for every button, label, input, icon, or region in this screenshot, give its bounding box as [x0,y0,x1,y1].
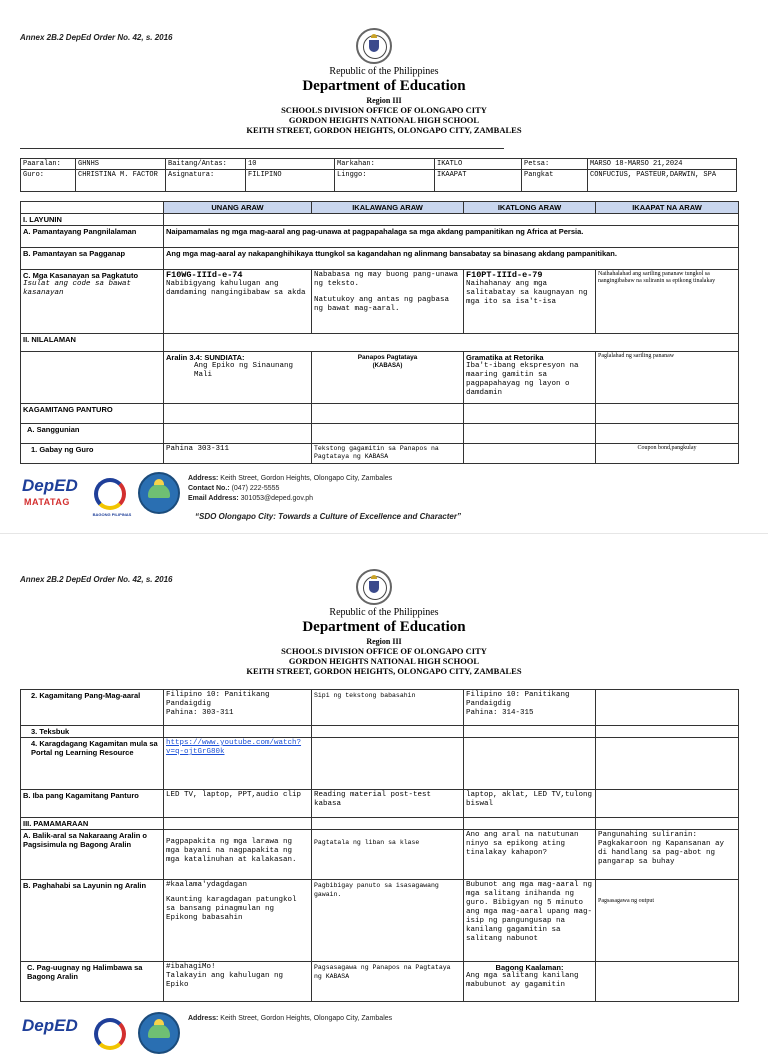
footer-email: 301053@deped.gov.ph [240,495,314,502]
nilalaman-label-blank [21,352,164,404]
km-day1: Filipino 10: Panitikang Pandaigdig Pahina: 303-311 [164,690,312,726]
km-day4 [596,690,739,726]
day-header-1: UNANG ARAW [164,202,312,214]
letterhead-2 [0,607,768,676]
nilalaman-day2 [312,352,464,404]
bagong-pilipinas-logo-2 [90,1014,130,1054]
address-line: KEITH STREET, GORDON HEIGHTS, OLONGAPO CITY, ZAMBALES [246,125,522,135]
k4-text: Naihahalahad ang sariling pananaw tungkol sa nangingibabaw na suliranin sa epikong tinalakay [596,270,739,334]
markahan-value: IKATLO [435,159,522,170]
kasanayan-cell [21,270,164,334]
sanggunian-label: A. Sanggunian [21,424,164,444]
gabay-day1: Pahina 303-311 [164,444,312,464]
footer-contact: Address: Keith Street, Gordon Heights, Olongapo City, Zambales Contact No.: (047) 222-5555 Email Address: 301053@deped.gov.ph [188,475,393,502]
kr-2 [312,738,464,790]
km-day2: Sipi ng tekstong babasahin [312,690,464,726]
paghahabi-day4: Pagsasagawa ng output [596,880,739,962]
republic-line-2: Republic of the Philippines [329,607,439,618]
guro-value: CHRISTINA M. FACTOR [76,170,166,192]
paghahabi-label: B. Paghahabi sa Layunin ng Aralin [21,880,164,962]
pag-3b: Ang mga salitang kanilang mabubunot ay gagamitin [466,972,579,989]
km-label: 2. Kagamitang Pang-Mag-aaral [21,690,164,726]
pag-day3 [464,962,596,1002]
day-header-4: IKAAPAT NA ARAW [596,202,739,214]
region-line: Region III [366,96,402,105]
letterhead [0,66,768,135]
dll-table-page2 [20,689,739,1002]
n2-title: Panapos Pagtataya [357,354,418,361]
paghahabi-day3: Bubunot ang mga mag-aaral ng mga salitang inihanda ng guro. Bibigyan ng 5 minuto ang mga mag-aaral upang mag-isip ng pangungusap na kanilang gagamitin sa salitang nabunot [464,880,596,962]
region-line-2: Region III [366,637,402,646]
kg-blank-2 [312,404,464,424]
corner-cell [21,202,164,214]
nilalaman-blank [164,334,739,352]
baitang-label: Baitang/Antas: [166,159,246,170]
sg-blank-1 [164,424,312,444]
petsa-label: Petsa: [522,159,588,170]
asignatura-value: FILIPINO [246,170,335,192]
kasanayan-day1 [164,270,312,334]
tb-3 [464,726,596,738]
kr-4 [596,738,739,790]
balik-day3: Ano ang aral na natutunan ninyo sa epikong ating tinalakay kahapon? [464,830,596,880]
pangkat-label: Pangkat [522,170,588,192]
deped-seal-icon-2 [356,569,392,605]
pm-3 [464,818,596,830]
school-line-2: GORDON HEIGHTS NATIONAL HIGH SCHOOL [288,656,480,666]
n3-title: Gramatika at Retorika [466,353,544,362]
page-separator [0,533,768,534]
linggo-value: IKAAPAT [435,170,522,192]
gabay-label: 1. Gabay ng Guro [21,444,164,464]
pag-day2: Pagsasagawa ng Panapos na Pagtataya ng KABASA [312,962,464,1002]
youtube-link[interactable]: https://www.youtube.com/watch?v=q-ojtGrG80k [166,739,302,756]
kasanayan-label: C. Mga Kasanayan sa Pagkatuto [23,271,139,280]
paaralan-value: GHNHS [76,159,166,170]
layunin-blank [164,214,739,226]
sg-blank-2 [312,424,464,444]
address-line-2: KEITH STREET, GORDON HEIGHTS, OLONGAPO CITY, ZAMBALES [246,666,522,676]
n3-text: Iba't-ibang ekspresyon na maaring gamitin sa pagpapahayag ng layon o damdamin [466,362,579,397]
balik-day2: Pagtatala ng liban sa klase [312,830,464,880]
k3-text: Naihahanay ang mga salitabatay sa kaugnayan ng mga ito sa isa't-isa [466,280,588,306]
guro-label: Guro: [21,170,76,192]
department-title: Department of Education [302,78,466,94]
iba-day3: laptop, aklat, LED TV,tulong biswal [464,790,596,818]
sdo-olongapo-seal-icon-2 [138,1012,180,1054]
footer-contact-2: Address: Keith Street, Gordon Heights, Olongapo City, Zambales [188,1015,393,1022]
k1-code: F10WG-IIId-e-74 [166,270,243,280]
km-day3: Filipino 10: Panitikang Pandaigdig Pahina: 314-315 [464,690,596,726]
k1-text: Nabibigyang kahulugan ang damdaming nangingibabaw sa akda [166,280,306,297]
pm-2 [312,818,464,830]
paaralan-label: Paaralan: [21,159,76,170]
kg-blank-4 [596,404,739,424]
tb-4 [596,726,739,738]
republic-line: Republic of the Philippines [329,66,439,77]
paghahabi-day2: Pagbibigay panuto sa isasagawang gawain. [312,880,464,962]
markahan-label: Markahan: [335,159,435,170]
iba-day2: Reading material post-test kabasa [312,790,464,818]
kagamitan-heading: KAGAMITANG PANTURO [21,404,164,424]
page-2 [0,540,768,1035]
footer-address: Keith Street, Gordon Heights, Olongapo City, Zambales [220,475,393,482]
matatag-logo: MATATAG [24,497,70,507]
n1-sub: Ang Epiko ng Sinaunang Mali [194,362,294,379]
nilalaman-day3 [464,352,596,404]
kg-blank-3 [464,404,596,424]
dll-table-page1 [20,201,739,464]
n4-text: Paglalahad ng sariling pananaw [596,352,739,404]
sdo-olongapo-seal-icon [138,472,180,514]
kasanayan-note: Isulat ang code sa bawat kasanayan [23,280,132,297]
info-table [20,158,737,192]
kasanayan-day3 [464,270,596,334]
pag-1b: Talakayin ang kahulugan ng Epiko [166,972,284,989]
sg-blank-3 [464,424,596,444]
balik-day1: Pagpapakita ng mga larawa ng mga bayani na nagpapakita ng mga katalinuhan at kalakasan. [164,830,312,880]
pamantayang-text: Naipamamalas ng mga mag-aaral ang pag-unawa at pagpapahalaga sa mga akdang pampanitikan ng Africa at Persia. [164,226,739,248]
gabay-day4: Coupon bond,pangkulay [596,444,739,464]
nilalaman-heading: II. NILALAMAN [21,334,164,352]
annex-label: Annex 2B.2 DepEd Order No. 42, s. 2016 [20,33,173,42]
tb-2 [312,726,464,738]
footer-quote: “SDO Olongapo City: Towards a Culture of Excellence and Character” [195,512,461,521]
day-header-2: IKALAWANG ARAW [312,202,464,214]
school-line: GORDON HEIGHTS NATIONAL HIGH SCHOOL [288,115,480,125]
kr-3 [464,738,596,790]
bagong-pilipinas-logo: BAGONG PILIPINAS [90,474,130,514]
pagganap-label: B. Pamantayan sa Pagganap [21,248,164,270]
kasanayan-day2 [312,270,464,334]
pamamaraan-heading: III. PAMAMARAAN [21,818,164,830]
layunin-heading: I. LAYUNIN [21,214,164,226]
pagganap-text: Ang mga mag-aaral ay nakapanghihikaya ttungkol sa kagandahan ng alinmang bansabatay sa binasang akdang pampanitikan. [164,248,739,270]
karagdagang-day1 [164,738,312,790]
division-line-2: SCHOOLS DIVISION OFFICE OF OLONGAPO CITY [281,646,487,656]
k2-text2: Natutukoy ang antas ng pagbasa ng bawat mag-aaral. [314,296,450,313]
gabay-day3 [464,444,596,464]
linggo-label: Linggo: [335,170,435,192]
pag-day1 [164,962,312,1002]
pag-1a: #ibahagiMo! [166,963,216,971]
pm-4 [596,818,739,830]
balik-day4: Pangunahing suliranin: Pagkakaroon ng Kapansanan ay di handlang sa pag-abot ng pangarap sa buhay [596,830,739,880]
k2-text1: Nababasa ng may buong pang-unawa ng teksto. [314,271,459,288]
n1-title: Aralin 3.4: SUNDIATA: [166,353,245,362]
footer [20,470,760,520]
pm-1 [164,818,312,830]
pag-uugnay-label: C. Pag-uugnay ng Halimbawa sa Bagong Aralin [21,962,164,1002]
iba-day4 [596,790,739,818]
paghahabi-1a: #kaalama'ydagdagan [166,881,248,889]
division-line: SCHOOLS DIVISION OFFICE OF OLONGAPO CITY [281,105,487,115]
asignatura-label: Asignatura: [166,170,246,192]
pag-day4 [596,962,739,1002]
deped-seal-icon [356,28,392,64]
department-title-2: Department of Education [302,619,466,635]
tb-1 [164,726,312,738]
deped-logo-2: DepED [22,1016,78,1035]
gabay-day2: Tekstong gagamitin sa Panapos na Pagtataya ng KABASA [312,444,464,464]
pangkat-value: CONFUCIUS, PASTEUR,DARWIN, SPA [588,170,737,192]
paghahabi-1b: Kaunting karagdagan patungkol sa bansang pinagmulan ng Epikong babasahin [166,896,297,922]
k3-code: F10PT-IIId-e-79 [466,270,543,280]
n2-sub: (KABASA) [372,363,403,369]
header-divider [20,148,504,149]
teksbuk-label: 3. Teksbuk [21,726,164,738]
balik-label: A. Balik-aral sa Nakaraang Aralin o Pagsisimula ng Bagong Aralin [21,830,164,880]
footer-phone: (047) 222-5555 [231,485,280,492]
karagdagang-label: 4. Karagdagang Kagamitan mula sa Portal ng Learning Resource [21,738,164,790]
pag-3a: Bagong Kaalaman: [495,963,564,972]
deped-logo: DepED [22,476,78,495]
paghahabi-day1 [164,880,312,962]
baitang-value: 10 [246,159,335,170]
annex-label-2: Annex 2B.2 DepEd Order No. 42, s. 2016 [20,575,173,584]
kg-blank-1 [164,404,312,424]
sg-blank-4 [596,424,739,444]
petsa-value: MARSO 18-MARSO 21,2024 [588,159,737,170]
iba-day1: LED TV, laptop, PPT,audio clip [164,790,312,818]
pamantayang-label: A. Pamantayang Pangnilalaman [21,226,164,248]
footer-2 [20,1010,760,1060]
nilalaman-day1 [164,352,312,404]
day-header-3: IKATLONG ARAW [464,202,596,214]
iba-label: B. Iba pang Kagamitang Panturo [21,790,164,818]
